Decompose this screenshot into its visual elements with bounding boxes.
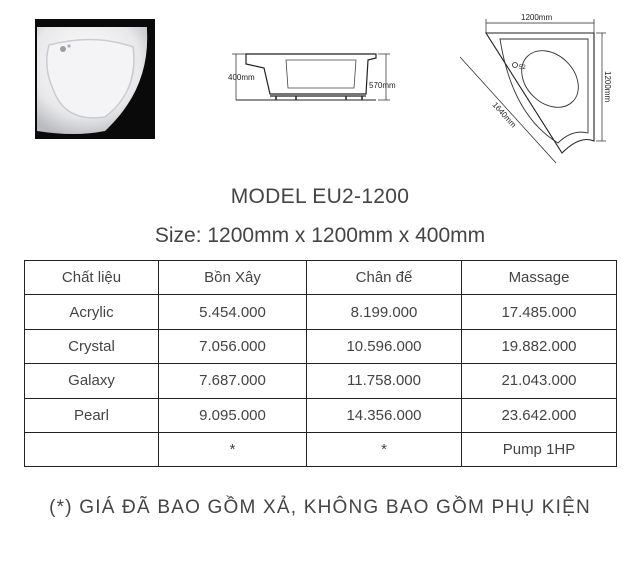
table-cell: Pearl	[25, 398, 159, 432]
depth-dimension-label: 400mm	[228, 73, 255, 82]
diagonal-length-label: 1640mm	[490, 100, 519, 130]
drain-label: 52	[519, 65, 526, 71]
header-built-in: Bồn Xây	[159, 261, 307, 295]
table-cell: Pump 1HP	[462, 432, 617, 466]
header-with-stand: Chân đế	[307, 261, 462, 295]
table-row	[25, 329, 617, 363]
height-dimension-label: 570mm	[369, 81, 396, 90]
side-elevation-drawing	[226, 48, 404, 110]
table-cell: 14.356.000	[307, 398, 462, 432]
header-massage: Massage	[462, 261, 617, 295]
table-row	[25, 295, 617, 329]
table-cell: 7.056.000	[159, 329, 307, 363]
table-row	[25, 432, 617, 466]
size-spec: Size: 1200mm x 1200mm x 400mm	[154, 224, 486, 247]
table-cell: 23.642.000	[462, 398, 617, 432]
product-photo	[35, 19, 155, 139]
top-width-label: 1200mm	[521, 13, 553, 22]
table-cell: *	[159, 432, 307, 466]
table-cell: Galaxy	[25, 364, 159, 398]
table-cell: 5.454.000	[159, 295, 307, 329]
table-cell: Crystal	[25, 329, 159, 363]
price-table	[24, 260, 617, 467]
top-height-label: 1200mm	[603, 71, 612, 103]
table-cell: 11.758.000	[307, 364, 462, 398]
table-cell: 10.596.000	[307, 329, 462, 363]
header-material: Chất liệu	[25, 261, 159, 295]
table-cell: Acrylic	[25, 295, 159, 329]
table-cell: 7.687.000	[159, 364, 307, 398]
top-view-drawing	[452, 5, 622, 175]
table-cell: 17.485.000	[462, 295, 617, 329]
table-cell: 8.199.000	[307, 295, 462, 329]
corner-bathtub-image	[35, 19, 155, 139]
table-row	[25, 398, 617, 432]
table-cell: *	[307, 432, 462, 466]
table-cell: 19.882.000	[462, 329, 617, 363]
table-cell: 21.043.000	[462, 364, 617, 398]
model-title: MODEL EU2-1200	[230, 185, 410, 208]
table-cell: 9.095.000	[159, 398, 307, 432]
table-header-row	[25, 261, 617, 295]
table-row	[25, 364, 617, 398]
price-note: (*) GIÁ ĐÃ BAO GỒM XẢ, KHÔNG BAO GỒM PHỤ KIỆN	[49, 497, 591, 518]
table-cell	[25, 432, 159, 466]
